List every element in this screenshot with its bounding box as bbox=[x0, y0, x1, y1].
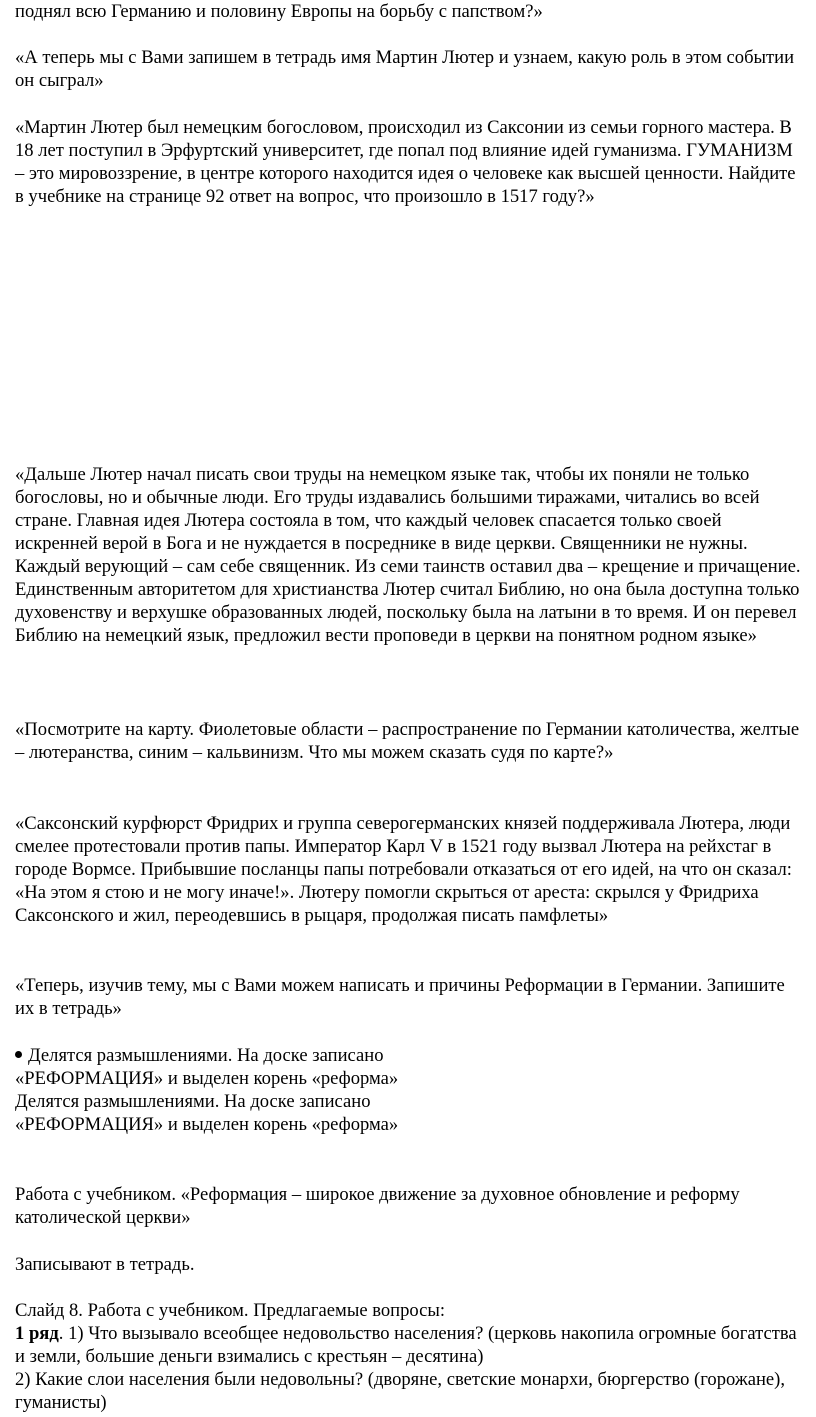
student-activity-line-4: «РЕФОРМАЦИЯ» и выделен корень «реформа» bbox=[15, 1114, 399, 1135]
row-1-question-text: . 1) Что вызывало всеобщее недовольство населения? (церковь накопила огромные богатства и земли, большие деньги взимались с крестьян – десятина) bbox=[15, 1323, 797, 1367]
student-activity-line-2: «РЕФОРМАЦИЯ» и выделен корень «реформа» bbox=[15, 1068, 399, 1089]
paragraph-intro-end: поднял всю Германию и половину Европы на борьбу с папством?» bbox=[15, 1, 543, 22]
paragraph-reformation-causes: «Теперь, изучив тему, мы с Вами можем написать и причины Реформации в Германии. Запишите их в тетрадь» bbox=[15, 975, 785, 1019]
bulleted-student-activity bbox=[15, 1044, 805, 1136]
student-activity-line-3: Делятся размышлениями. На доске записано bbox=[15, 1091, 371, 1112]
paragraph-worms-reichstag: «Саксонский курфюрст Фридрих и группа северогерманских князей поддерживала Лютера, люди смелее протестовали против папы. Император Карл V в 1521 году вызвал Лютера на рейхстаг в городе Вормсе. Прибывшие посланцы папы потребовали отказаться от его идей, на что он сказал: «На этом я стою и не могу иначе!». Лютеру помогли скрыться от ареста: скрылся у Фридриха Саксонского и жил, переодевшись в рыцаря, продолжая писать памфлеты» bbox=[15, 813, 792, 926]
paragraph-map-task: «Посмотрите на карту. Фиолетовые области – распространение по Германии католичества, желтые – лютеранства, синим – кальвинизм. Что мы можем сказать судя по карте?» bbox=[15, 719, 800, 763]
paragraph-write-notes: Записывают в тетрадь. bbox=[15, 1254, 195, 1275]
paragraph-reformation-definition: Работа с учебником. «Реформация – широкое движение за духовное обновление и реформу католической церкви» bbox=[15, 1184, 740, 1228]
paragraph-row-1-question-2: 2) Какие слои населения были недовольны? (дворяне, светские монархи, бюргерство (горожане), гуманисты) bbox=[15, 1369, 785, 1413]
paragraph-luther-works: «Дальше Лютер начал писать свои труды на немецком языке так, чтобы их поняли не только богословы, но и обычные люди. Его труды издавались большими тиражами, читались во всей стране. Главная идея Лютера состояла в том, что каждый человек спасается только своей искренней верой в Бога и не нуждается в посреднике в виде церкви. Священники не нужны. Каждый верующий – сам себе священник. Из семи таинств оставил два – крещение и причащение. Единственным авторитетом для христианства Лютер считал Библию, но она была доступна только духовенству и верхушке образованных людей, поскольку была на латыни в то время. И он перевел Библию на немецкий язык, предложил вести проповеди в церкви на понятном родном языке» bbox=[15, 464, 801, 646]
paragraph-martin-luther-intro: «А теперь мы с Вами запишем в тетрадь имя Мартин Лютер и узнаем, какую роль в этом событии он сыграл» bbox=[15, 47, 795, 91]
paragraph-row-1-question bbox=[15, 1322, 805, 1368]
student-activity-line-1: Делятся размышлениями. На доске записано bbox=[15, 1044, 805, 1067]
paragraph-luther-biography: «Мартин Лютер был немецким богословом, происходил из Саксонии из семьи горного мастера. В 18 лет поступил в Эрфуртский университет, где попал под влияние идей гуманизма. ГУМАНИЗМ – это мировоззрение, в центре которого находится идея о человеке как высшей ценности. Найдите в учебнике на странице 92 ответ на вопрос, что произошло в 1517 году?» bbox=[15, 117, 796, 207]
bullet-icon bbox=[15, 1051, 22, 1058]
paragraph-slide-8: Слайд 8. Работа с учебником. Предлагаемые вопросы: bbox=[15, 1300, 446, 1321]
row-label: 1 ряд bbox=[15, 1323, 59, 1344]
